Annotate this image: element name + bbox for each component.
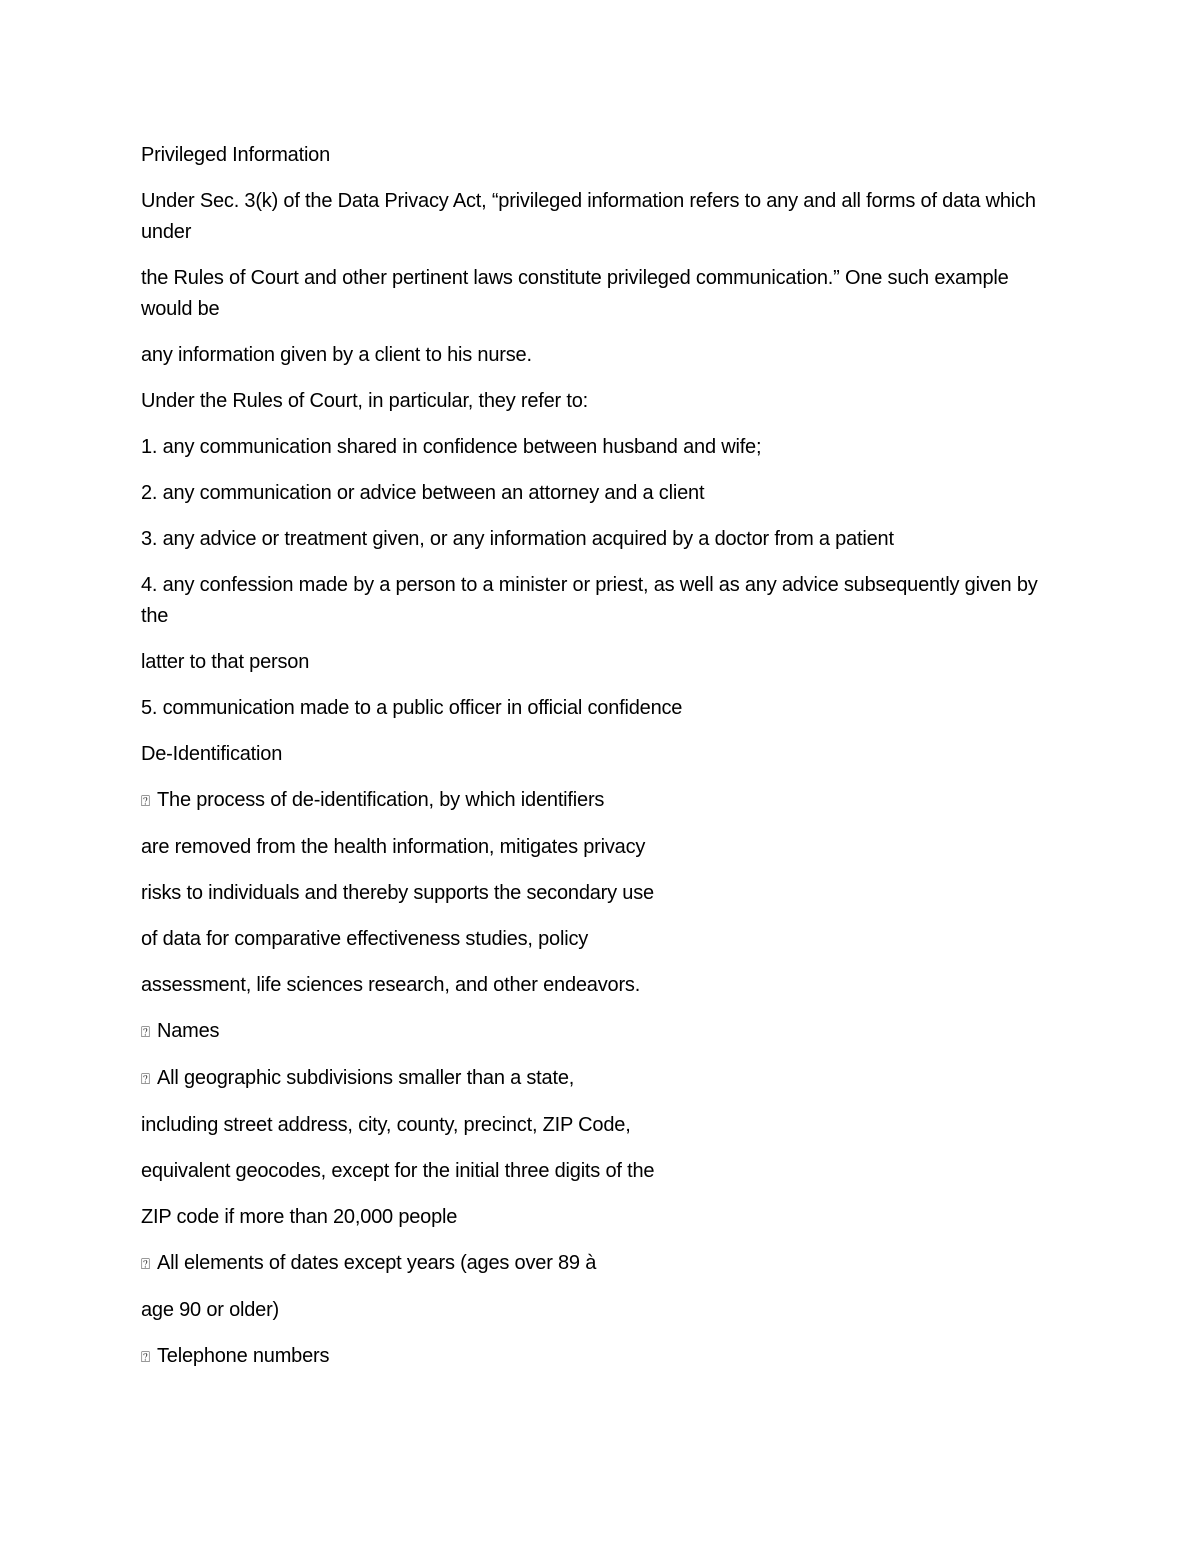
paragraph: assessment, life sciences research, and other endeavors. <box>141 974 641 996</box>
paragraph: of data for comparative effectiveness studies, policy <box>141 928 589 950</box>
document-body <box>141 140 1051 1388</box>
bullet-glyph-icon: ⍰ <box>141 1070 150 1088</box>
bullet-glyph-icon: ⍰ <box>141 1255 150 1273</box>
list-item: 5. communication made to a public officer in official confidence <box>141 697 683 719</box>
list-item: 1. any communication shared in confidence between husband and wife; <box>141 436 762 458</box>
bullet-glyph-icon: ⍰ <box>141 1023 150 1041</box>
bullet-item: ⍰ All elements of dates except years (ages over 89 à <box>141 1248 1051 1280</box>
paragraph: any information given by a client to his nurse. <box>141 344 532 366</box>
heading-de-identification: De-Identification <box>141 743 283 765</box>
paragraph: Under the Rules of Court, in particular, they refer to: <box>141 390 588 412</box>
paragraph: the Rules of Court and other pertinent laws constitute privileged communication.” One such example would be <box>141 267 1009 320</box>
list-item: 4. any confession made by a person to a minister or priest, as well as any advice subsequently given by the <box>141 574 1038 627</box>
bullet-glyph-icon: ⍰ <box>141 792 150 810</box>
bullet-item: ⍰ The process of de-identification, by which identifiers <box>141 785 1051 817</box>
bullet-item: ⍰ All geographic subdivisions smaller than a state, <box>141 1063 1051 1095</box>
list-item: 3. any advice or treatment given, or any information acquired by a doctor from a patient <box>141 528 894 550</box>
paragraph: including street address, city, county, precinct, ZIP Code, <box>141 1114 631 1136</box>
bullet-glyph-icon: ⍰ <box>141 1348 150 1366</box>
bullet-item: ⍰ Names <box>141 1016 1051 1048</box>
paragraph: latter to that person <box>141 651 310 673</box>
heading-privileged-information: Privileged Information <box>141 144 331 166</box>
paragraph: risks to individuals and thereby supports the secondary use <box>141 882 654 904</box>
bullet-item: ⍰ Telephone numbers <box>141 1341 1051 1373</box>
paragraph: Under Sec. 3(k) of the Data Privacy Act, “privileged information refers to any and all forms of data which under <box>141 190 1036 243</box>
paragraph: ZIP code if more than 20,000 people <box>141 1206 458 1228</box>
paragraph: equivalent geocodes, except for the initial three digits of the <box>141 1160 655 1182</box>
list-item: 2. any communication or advice between an attorney and a client <box>141 482 705 504</box>
paragraph: age 90 or older) <box>141 1299 280 1321</box>
paragraph: are removed from the health information, mitigates privacy <box>141 836 646 858</box>
